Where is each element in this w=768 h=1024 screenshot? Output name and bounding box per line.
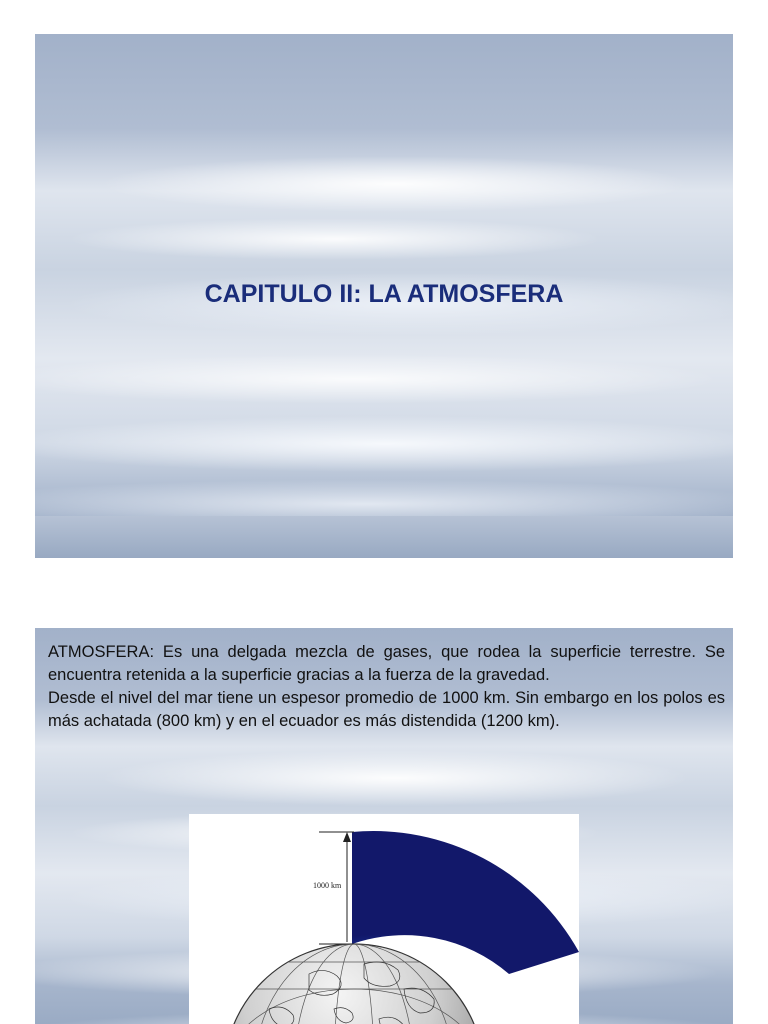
definition-paragraph: ATMOSFERA: Es una delgada mezcla de gases, que rodea la superficie terrestre. Se encuentra retenida a la superficie gracias a la fuerza de la gravedad.	[48, 643, 725, 684]
globe-icon	[224, 944, 484, 1024]
atmosphere-diagram-svg	[189, 814, 579, 1024]
thickness-paragraph: Desde el nivel del mar tiene un espesor promedio de 1000 km. Sin embargo en los polos es más achatada (800 km) y en el ecuador es más distendida (1200 km).	[48, 689, 725, 730]
slide-body	[48, 641, 725, 733]
thickness-arrow-head	[343, 832, 351, 842]
content-slide	[35, 628, 733, 1024]
thickness-label: 1000 km	[313, 881, 342, 890]
atmosphere-diagram	[189, 814, 579, 1024]
horizon-band	[35, 516, 733, 558]
title-slide	[35, 34, 733, 558]
slide-title: CAPITULO II: LA ATMOSFERA	[204, 280, 564, 308]
